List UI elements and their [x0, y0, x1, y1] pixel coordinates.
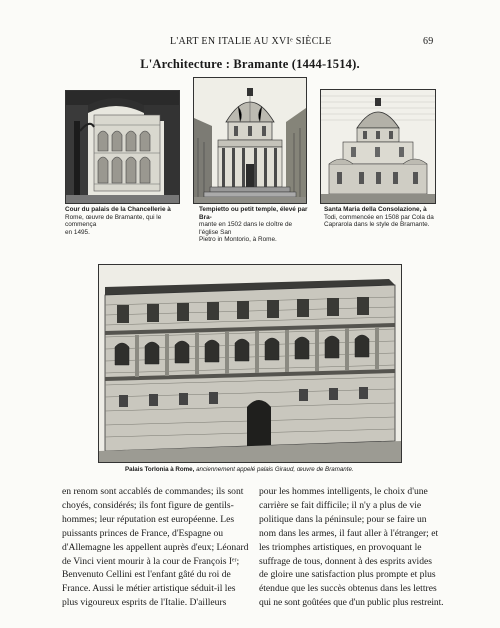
caption-line: Todi, commencée en 1508 par Cola da — [324, 213, 434, 221]
caption-italic: anciennement appelé palais Giraud, œuvre de Bramante. — [196, 466, 354, 473]
text-line: les triomphes artistiques, en provoquant le — [259, 541, 422, 553]
text-line: suffrage de tous, donnent à des esprits avides — [259, 555, 433, 567]
caption-line: Santa Maria della Consolazione, à — [324, 206, 427, 213]
text-line: choyés, considérés; ils font figure de gentils- — [62, 499, 234, 511]
palais-torlonia-engraving — [98, 264, 402, 463]
text-line: étendue que les succès obtenus dans les lettres — [259, 583, 437, 595]
caption-line: Caprarola dans le style de Bramante. — [324, 221, 430, 229]
section-title: L'Architecture : Bramante (1444-1514). — [140, 57, 360, 71]
caption-line: Tempietto ou petit temple, élevé par Bra- — [199, 206, 308, 221]
running-title: L'ART EN ITALIE AU XVIᵉ SIÈCLE — [170, 36, 332, 47]
text-line: politique dans la péninsule; pour se faire un — [259, 513, 427, 525]
text-line: nom dans les armes, il faut aller à l'étranger; et — [259, 527, 439, 539]
text-line: de Vinci vient mourir à la cour de François Iᵉʳ; — [62, 555, 240, 567]
caption-bold: Palais Torlonia à Rome, — [125, 466, 195, 473]
caption-line: en 1495. — [65, 228, 90, 236]
caption-line: Cour du palais de la Chancellerie à — [65, 206, 171, 213]
text-column-right — [259, 485, 445, 610]
caption-line: mante en 1502 dans le cloître de l'église San — [199, 221, 293, 236]
text-line: hommes; leur réputation est européenne. Les — [62, 513, 235, 525]
text-line: puissants princes de France, d'Espagne ou — [62, 527, 224, 539]
text-line: plus vigoureux esprits de l'Italie. D'ailleurs — [62, 597, 227, 609]
figure-caption-1 — [65, 206, 181, 236]
text-line: Benvenuto Cellini est l'enfant gâté du roi de — [62, 569, 231, 581]
text-line: d'Allemagne les appellent auprès d'eux; Léonard — [62, 541, 249, 553]
figure-caption-3 — [324, 206, 436, 229]
text-line: en renom sont accablés de commandes; ils sont — [62, 486, 244, 497]
text-line: carrière se fait difficile; il n'y a plus de vie — [259, 499, 422, 511]
text-line: pour les hommes intelligents, le choix d'une — [259, 486, 428, 497]
courtyard-engraving — [65, 90, 180, 204]
page-number: 69 — [423, 36, 434, 47]
large-figure-caption — [125, 466, 395, 473]
caption-line: Rome, œuvre de Bramante, qui le commença — [65, 213, 162, 229]
tempietto-engraving — [193, 77, 307, 204]
consolazione-engraving — [320, 89, 436, 204]
text-line: qui ne sont goûtées que d'un public plus restreint. — [259, 597, 444, 609]
text-column-left — [62, 485, 248, 610]
caption-line: Pietro in Montorio, à Rome. — [199, 236, 277, 244]
figure-caption-2 — [199, 206, 311, 244]
text-line: de gloire une satisfaction plus prompte et plus — [259, 569, 436, 581]
text-line: France. Aussi le métier artistique séduit-il les — [62, 583, 236, 595]
